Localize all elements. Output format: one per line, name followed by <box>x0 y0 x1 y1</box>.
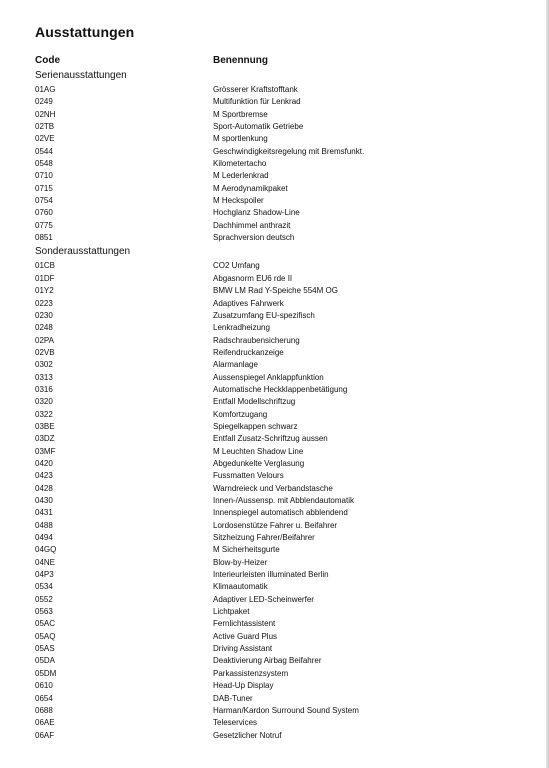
equipment-code: 0688 <box>35 705 53 715</box>
column-header-name: Benennung <box>213 55 268 66</box>
list-item <box>35 693 535 705</box>
equipment-name: Parkassistenzsystem <box>213 668 289 678</box>
equipment-code: 05AQ <box>35 631 56 641</box>
equipment-name: Interieurleisten illuminated Berlin <box>213 570 329 580</box>
list-item <box>35 507 535 519</box>
equipment-name: M Lederlenkrad <box>213 171 269 181</box>
equipment-code: 04P3 <box>35 570 54 580</box>
list-item <box>35 705 535 717</box>
list-item <box>35 458 535 470</box>
equipment-name: Sitzheizung Fahrer/Beifahrer <box>213 533 315 543</box>
equipment-name: Aussenspiegel Anklappfunktion <box>213 372 324 382</box>
equipment-name: Teleservices <box>213 718 258 728</box>
equipment-name: Entfall Modellschriftzug <box>213 397 296 407</box>
list-item <box>35 606 535 618</box>
list-item <box>35 520 535 532</box>
equipment-code: 0754 <box>35 196 53 206</box>
list-item <box>35 668 535 680</box>
list-item <box>35 483 535 495</box>
equipment-code: 02VB <box>35 347 55 357</box>
equipment-name: M Leuchten Shadow Line <box>213 446 304 456</box>
equipment-name: M Aerodynamikpaket <box>213 183 288 193</box>
list-item <box>35 396 535 408</box>
list-item <box>35 581 535 593</box>
equipment-code: 0760 <box>35 208 53 218</box>
equipment-name: Dachhimmel anthrazit <box>213 220 291 230</box>
equipment-code: 0302 <box>35 360 53 370</box>
equipment-name: Adaptiver LED-Scheinwerfer <box>213 594 314 604</box>
equipment-code: 05DM <box>35 668 57 678</box>
equipment-code: 0316 <box>35 384 53 394</box>
equipment-code: 01Y2 <box>35 286 54 296</box>
equipment-code: 0423 <box>35 471 53 481</box>
equipment-code: 06AF <box>35 730 55 740</box>
list-item <box>35 298 535 310</box>
list-item <box>35 532 535 544</box>
equipment-name: DAB-Tuner <box>213 693 253 703</box>
equipment-code: 0494 <box>35 533 53 543</box>
equipment-code: 01CB <box>35 261 56 271</box>
column-header-code: Code <box>35 55 60 66</box>
equipment-code: 05AC <box>35 619 56 629</box>
equipment-name: Abgasnorm EU6 rde II <box>213 273 293 283</box>
equipment-code: 02TB <box>35 122 55 132</box>
equipment-name: BMW LM Rad Y-Speiche 554M OG <box>213 286 338 296</box>
equipment-code: 05DA <box>35 656 56 666</box>
equipment-code: 0430 <box>35 496 53 505</box>
equipment-name: Reifendruckanzeige <box>213 347 284 357</box>
list-item <box>35 207 535 219</box>
equipment-code: 01DF <box>35 273 55 283</box>
equipment-code: 0313 <box>35 372 53 382</box>
equipment-code: 04NE <box>35 557 56 567</box>
equipment-code: 05AS <box>35 644 55 654</box>
equipment-name: M sportlenkung <box>213 134 268 144</box>
equipment-name: M Heckspoiler <box>213 196 264 206</box>
equipment-code: 06AE <box>35 718 55 728</box>
equipment-code: 0715 <box>35 183 53 193</box>
equipment-code: 0249 <box>35 97 53 107</box>
list-item <box>35 96 535 108</box>
list-item <box>35 618 535 630</box>
equipment-code: 0320 <box>35 397 53 407</box>
equipment-name: Grösserer Kraftstofftank <box>213 85 298 94</box>
equipment-code: 01AG <box>35 85 56 94</box>
list-item <box>35 195 535 207</box>
equipment-name: Klimaautomatik <box>213 582 268 592</box>
list-item <box>35 470 535 482</box>
list-item <box>35 232 535 244</box>
equipment-name: Lordosenstütze Fahrer u. Beifahrer <box>213 520 338 530</box>
equipment-code: 0544 <box>35 146 53 156</box>
list-item <box>35 680 535 692</box>
list-item <box>35 409 535 421</box>
equipment-name: Adaptives Fahrwerk <box>213 298 284 308</box>
list-item <box>35 170 535 182</box>
list-item <box>35 643 535 655</box>
equipment-code: 02PA <box>35 335 54 345</box>
equipment-code: 0548 <box>35 159 53 169</box>
equipment-name: M Sicherheitsgurte <box>213 545 280 555</box>
list-item <box>35 359 535 371</box>
equipment-name: Zusatzumfang EU-spezifisch <box>213 310 315 320</box>
equipment-name: Kilometertacho <box>213 159 267 169</box>
equipment-name: Deaktivierung Airbag Beifahrer <box>213 656 322 666</box>
equipment-code: 0654 <box>35 693 53 703</box>
equipment-code: 03DZ <box>35 434 55 444</box>
equipment-code: 0775 <box>35 220 53 230</box>
list-item <box>35 260 535 272</box>
equipment-code: 0552 <box>35 594 53 604</box>
list-item <box>35 557 535 569</box>
equipment-name: Head-Up Display <box>213 681 274 691</box>
equipment-code: 0420 <box>35 458 53 468</box>
equipment-code: 0563 <box>35 607 53 617</box>
equipment-code: 0488 <box>35 520 53 530</box>
list-item <box>35 446 535 458</box>
equipment-code: 0223 <box>35 298 53 308</box>
list-item <box>35 121 535 133</box>
equipment-code: 0322 <box>35 409 53 419</box>
equipment-code: 0428 <box>35 483 53 493</box>
equipment-name: Fernlichtassistent <box>213 619 276 629</box>
section-heading: Serienausstattungen <box>35 70 127 81</box>
list-item <box>35 335 535 347</box>
equipment-name: CO2 Umfang <box>213 261 260 271</box>
equipment-code: 02VE <box>35 134 55 144</box>
equipment-name: Radschraubensicherung <box>213 335 300 345</box>
list-item <box>35 717 535 729</box>
equipment-code: 0710 <box>35 171 53 181</box>
equipment-name: Fussmatten Velours <box>213 471 284 481</box>
equipment-code: 03BE <box>35 421 55 431</box>
list-item <box>35 655 535 667</box>
equipment-code: 0431 <box>35 508 53 518</box>
list-item <box>35 544 535 556</box>
equipment-code: 0230 <box>35 310 53 320</box>
equipment-name: Lichtpaket <box>213 607 250 617</box>
equipment-name: Entfall Zusatz-Schriftzug aussen <box>213 434 328 444</box>
equipment-name: Blow-by-Heizer <box>213 557 268 567</box>
equipment-name: Harman/Kardon Surround Sound System <box>213 705 359 715</box>
equipment-name: Alarmanlage <box>213 360 258 370</box>
equipment-name: M Sportbremse <box>213 109 268 119</box>
list-item <box>35 631 535 643</box>
equipment-code: 04GQ <box>35 545 57 555</box>
equipment-name: Innen-/Aussensp. mit Abblendautomatik <box>213 496 354 505</box>
equipment-name: Spiegelkappen schwarz <box>213 421 298 431</box>
equipment-name: Innenspiegel automatisch abblendend <box>213 508 348 518</box>
list-item <box>35 109 535 121</box>
list-item <box>35 372 535 384</box>
equipment-name: Abgedunkelte Verglasung <box>213 458 305 468</box>
equipment-code: 0851 <box>35 233 53 243</box>
list-item <box>35 220 535 232</box>
list-item <box>35 158 535 170</box>
page-title: Ausstattungen <box>35 24 135 40</box>
list-item <box>35 285 535 297</box>
equipment-code: 0534 <box>35 582 53 592</box>
equipment-name: Gesetzlicher Notruf <box>213 730 282 740</box>
equipment-name: Warndreieck und Verbandstasche <box>213 483 333 493</box>
equipment-code: 02NH <box>35 109 56 119</box>
equipment-name: Sprachversion deutsch <box>213 233 295 243</box>
equipment-name: Sport-Automatik Getriebe <box>213 122 304 132</box>
equipment-code: 0610 <box>35 681 53 691</box>
equipment-name: Geschwindigkeitsregelung mit Bremsfunkt. <box>213 146 365 156</box>
list-item <box>35 495 535 507</box>
section-heading: Sonderausstattungen <box>35 246 131 258</box>
list-item <box>35 322 535 334</box>
list-item <box>35 347 535 359</box>
list-item <box>35 133 535 145</box>
equipment-name: Automatische Heckklappenbetätigung <box>213 384 348 394</box>
list-item <box>35 433 535 445</box>
list-item <box>35 146 535 158</box>
list-item <box>35 273 535 285</box>
equipment-name: Active Guard Plus <box>213 631 278 641</box>
equipment-code: 0248 <box>35 323 53 333</box>
equipment-name: Hochglanz Shadow-Line <box>213 208 300 218</box>
list-item <box>35 384 535 396</box>
equipment-name: Lenkradheizung <box>213 323 270 333</box>
list-item <box>35 183 535 195</box>
equipment-code: 03MF <box>35 446 56 456</box>
equipment-name: Driving Assistant <box>213 644 273 654</box>
equipment-name: Komfortzugang <box>213 409 268 419</box>
equipment-name: Multifunktion für Lenkrad <box>213 97 301 107</box>
list-item <box>35 594 535 606</box>
list-item <box>35 310 535 322</box>
list-item <box>35 569 535 581</box>
list-item <box>35 84 535 96</box>
list-item <box>35 730 535 742</box>
equipment-list <box>35 68 535 742</box>
list-item <box>35 421 535 433</box>
